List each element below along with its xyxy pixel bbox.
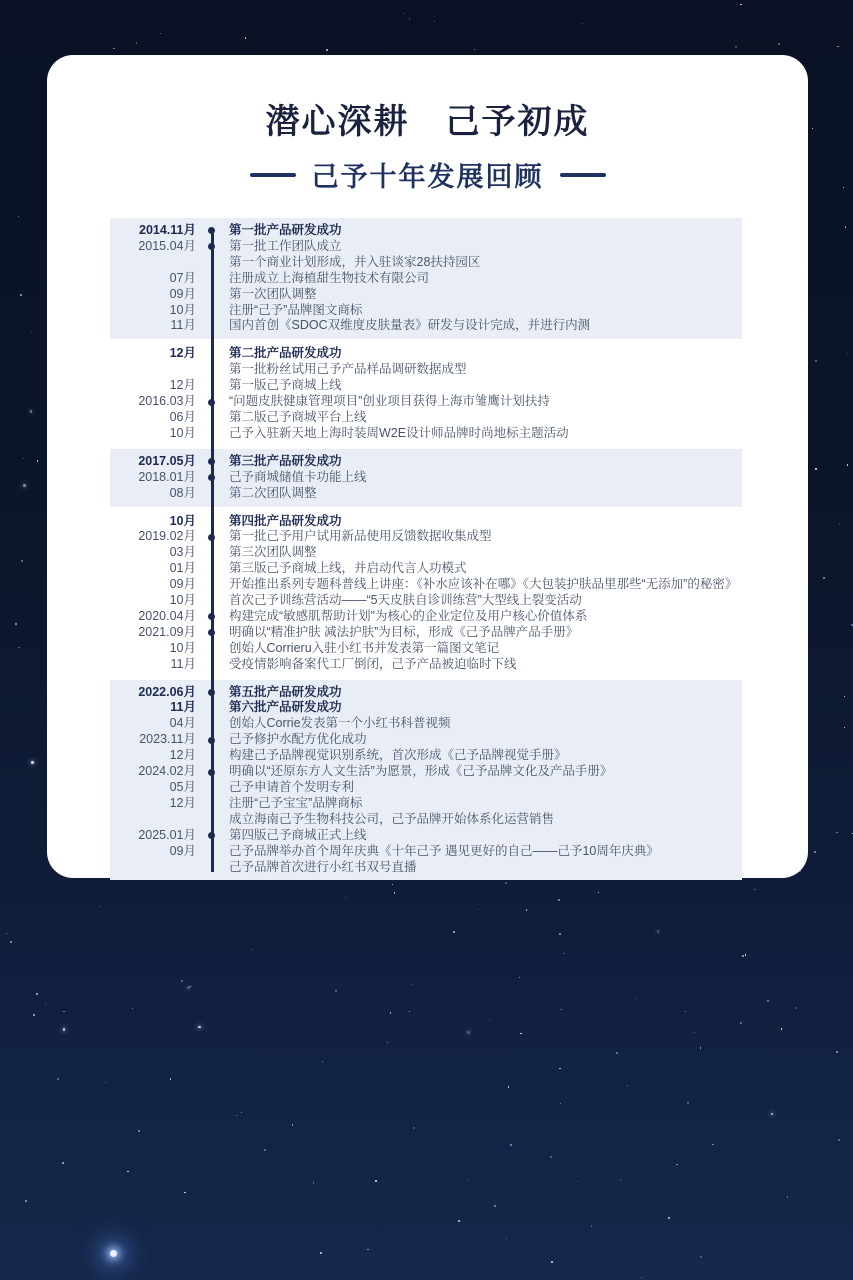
timeline-section (110, 218, 742, 339)
timeline-row (110, 255, 742, 271)
timeline-date: 2017.05月 (138, 453, 196, 468)
timeline-event: 构建己予品牌视觉识别系统，首次形成《己予品牌视觉手册》 (229, 748, 567, 763)
timeline-row (110, 561, 742, 577)
timeline-row (110, 593, 742, 609)
timeline-date: 03月 (169, 545, 196, 560)
timeline-date: 12月 (169, 378, 196, 393)
timeline-axis-line (211, 231, 214, 873)
timeline-date: 2014.11月 (139, 223, 196, 237)
timeline-event: 第六批产品研发成功 (229, 700, 342, 715)
timeline-event: 构建完成“敏感肌帮助计划”为核心的企业定位及用户核心价值体系 (229, 608, 588, 623)
timeline-date: 05月 (169, 780, 196, 794)
timeline-date: 10月 (169, 425, 196, 440)
page-subtitle: 己予十年发展回顾 (311, 162, 544, 192)
timeline-event: 开始推出系列专题科普线上讲座：《补水应该补在哪》《大包装护肤品里那些“无添加”的秘密》 (229, 577, 738, 592)
timeline-event: 第一批产品研发成功 (229, 223, 342, 237)
timeline-date: 2018.01月 (138, 469, 196, 484)
timeline-row (110, 486, 742, 502)
timeline-row (110, 812, 742, 828)
timeline-event: 第三批产品研发成功 (229, 453, 342, 468)
timeline-section (110, 341, 742, 446)
timeline-event: 第五批产品研发成功 (229, 684, 342, 699)
timeline-row (110, 239, 742, 255)
timeline-event: 第三次团队调整 (229, 545, 317, 560)
timeline-sections (47, 218, 808, 880)
timeline-row (110, 609, 742, 625)
timeline-date: 2022.06月 (138, 684, 196, 699)
timeline-row (110, 577, 742, 593)
timeline-date: 10月 (169, 640, 196, 655)
timeline-date: 12月 (169, 748, 196, 763)
timeline-event: 成立海南己予生物科技公司，己予品牌开始体系化运营销售 (229, 811, 555, 826)
timeline-row (110, 732, 742, 748)
timeline-row (110, 685, 742, 701)
timeline-row (110, 346, 742, 362)
timeline-date: 09月 (169, 577, 196, 592)
timeline-date: 2024.02月 (138, 764, 196, 779)
timeline-date: 06月 (169, 409, 196, 424)
timeline-event: 第一批粉丝试用己予产品样品调研数据成型 (229, 362, 467, 377)
timeline-date: 01月 (169, 561, 196, 576)
timeline-event: 第一批己予用户试用新品使用反馈数据收集成型 (229, 529, 492, 544)
timeline-row (110, 700, 742, 716)
timeline-row (110, 657, 742, 673)
timeline-date: 12月 (169, 795, 196, 810)
timeline-event: 第一版己予商城上线 (229, 378, 342, 393)
timeline-event: 第一个商业计划形成，并入驻谈家28扶持园区 (229, 254, 481, 269)
timeline-event: 第三版己予商城上线，并启动代言人功模式 (229, 561, 467, 576)
timeline-date: 09月 (169, 286, 196, 301)
timeline-event: 明确以“还原东方人文生活”为愿景，形成《己予品牌文化及产品手册》 (229, 764, 613, 779)
timeline-date: 2016.03月 (138, 394, 196, 409)
timeline-event: 第二次团队调整 (229, 485, 317, 500)
timeline-event: 国内首创《SDOC双维度皮肤量表》研发与设计完成，并进行内测 (229, 318, 591, 333)
dash-left-icon (250, 173, 296, 177)
page-subtitle-row (47, 155, 808, 194)
timeline-row (110, 545, 742, 561)
timeline-event: 己予入驻新天地上海时装周W2E设计师品牌时尚地标主题活动 (229, 425, 569, 440)
timeline-event: 第一批工作团队成立 (229, 238, 342, 253)
timeline-date: 11月 (170, 318, 196, 333)
timeline-row (110, 318, 742, 334)
timeline-event: 受疫情影响备案代工厂倒闭，己予产品被迫临时下线 (229, 656, 517, 671)
timeline-event: 明确以“精准护肤 减法护肤”为目标，形成《己予品牌产品手册》 (229, 624, 579, 639)
timeline-row (110, 748, 742, 764)
timeline-event: 第二版己予商城平台上线 (229, 409, 367, 424)
bright-star (110, 1250, 117, 1257)
timeline-date: 2021.09月 (138, 624, 196, 639)
timeline-event: 创始人Corrieru入驻小红书并发表第一篇图文笔记 (229, 640, 500, 655)
timeline-row (110, 378, 742, 394)
timeline-date: 12月 (169, 346, 196, 361)
timeline-event: 注册“己予宝宝”品牌商标 (229, 795, 363, 810)
timeline-event: 己予品牌举办首个周年庆典《十年己予 遇见更好的自己——己予10周年庆典》 (229, 843, 659, 858)
timeline-row (110, 828, 742, 844)
timeline-event: 己予商城储值卡功能上线 (229, 469, 367, 484)
timeline-row (110, 223, 742, 239)
timeline-row (110, 796, 742, 812)
timeline-date: 07月 (169, 270, 196, 285)
timeline-date: 2025.01月 (138, 827, 196, 842)
timeline-row (110, 716, 742, 732)
timeline-row (110, 780, 742, 796)
timeline-event: 己予申请首个发明专利 (229, 780, 355, 794)
timeline-row (110, 454, 742, 470)
timeline-row (110, 287, 742, 303)
timeline-date: 10月 (169, 513, 196, 528)
timeline-row (110, 271, 742, 287)
timeline-date: 11月 (170, 656, 196, 671)
timeline-event: 第二批产品研发成功 (229, 346, 342, 361)
timeline-date: 2020.04月 (138, 608, 196, 623)
timeline-row (110, 394, 742, 410)
timeline-row (110, 860, 742, 876)
timeline-row (110, 470, 742, 486)
timeline-date: 2019.02月 (138, 529, 196, 544)
timeline-section (110, 509, 742, 678)
timeline-event: 注册成立上海植甜生物技术有限公司 (229, 270, 430, 285)
timeline-row (110, 426, 742, 442)
page-title: 潜心深耕 己予初成 (265, 103, 590, 141)
timeline-row (110, 514, 742, 530)
timeline-date: 10月 (169, 302, 196, 317)
timeline-event: 首次己予训练营活动——“5天皮肤自诊训练营”大型线上裂变活动 (229, 593, 582, 608)
timeline-date: 2015.04月 (138, 238, 196, 253)
timeline-event: 第一次团队调整 (229, 286, 317, 301)
timeline-event: 第四批产品研发成功 (229, 513, 342, 528)
timeline-event: 己予品牌首次进行小红书双号直播 (229, 859, 417, 874)
timeline-date: 09月 (169, 843, 196, 858)
timeline-card (47, 55, 808, 878)
timeline-event: 第四版己予商城正式上线 (229, 827, 367, 842)
timeline-row (110, 641, 742, 657)
timeline-row (110, 764, 742, 780)
timeline-event: 注册“己予”品牌图文商标 (229, 302, 363, 317)
timeline-event: “问题皮肤健康管理项目”创业项目获得上海市雏鹰计划扶持 (229, 394, 550, 409)
timeline-section (110, 449, 742, 507)
timeline-row (110, 625, 742, 641)
timeline-row (110, 362, 742, 378)
timeline-date: 11月 (170, 700, 196, 715)
timeline-row (110, 303, 742, 319)
timeline (47, 218, 808, 880)
timeline-row (110, 529, 742, 545)
timeline-date: 2023.11月 (139, 732, 196, 747)
timeline-row (110, 410, 742, 426)
timeline-date: 08月 (169, 485, 196, 500)
timeline-event: 己予修护水配方优化成功 (229, 732, 367, 747)
timeline-date: 04月 (169, 716, 196, 731)
timeline-row (110, 844, 742, 860)
timeline-event: 创始人Corrie发表第一个小红书科普视频 (229, 716, 451, 731)
timeline-date: 10月 (169, 593, 196, 608)
dash-right-icon (560, 173, 606, 177)
timeline-section (110, 680, 742, 881)
